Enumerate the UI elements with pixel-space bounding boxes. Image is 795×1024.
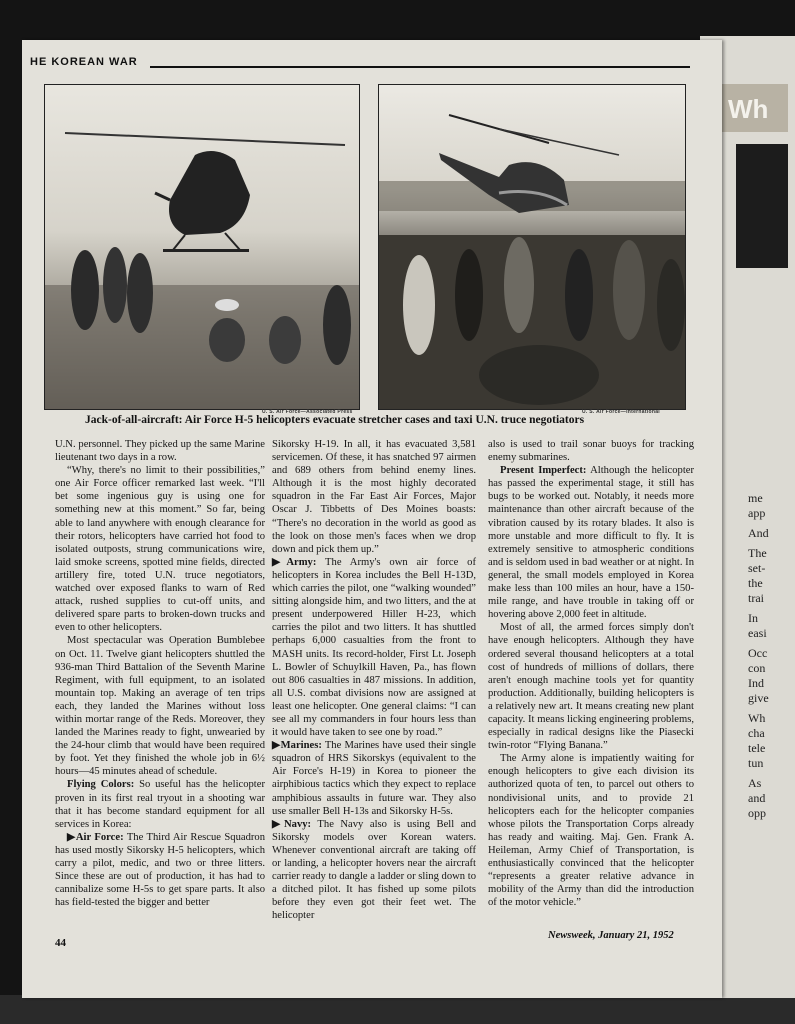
paragraph-text: The Marines have used their single squadron of HRS Sikorskys (equivalent to the Air Force's H-19) in Korea to pioneer the airphibious tactics which they expect to replace amphibious assaults in future war. They also use smaller Bell H-13s and Sikorsky H-5s.: [272, 740, 476, 817]
subhead-army: ▶Army:: [272, 556, 317, 568]
adjacent-page-text-fragment: con: [748, 661, 766, 675]
photo-credit-left: U. S. Air Force—Associated Press: [262, 409, 353, 415]
adjacent-page-text-fragment: Occ: [748, 646, 768, 660]
adjacent-page-text-fragment: trai: [748, 591, 764, 605]
paragraph: “Why, there's no limit to their possibilities,” one Air Force officer remarked last week. “I'll bet some ingenious guy is using one for something new at this moment.” So far, being able to land anywhere with enough clearance for their rotors, helicopters have carried hot food to isolated outposts, strung communications wire, laid smoke screens, spotted mine fields, directed artillery fire, toted U.N. truce negotiators, watched over exposed flanks to warn of Red attack, rushed supplies to cut-off units, and delivered spare parts to broken-down trucks and even to other helicopters.: [55, 465, 265, 634]
paragraph: [55, 831, 265, 910]
adjacent-page-text-fragment: the: [748, 576, 763, 590]
photo-helicopter-negotiators: [378, 84, 686, 410]
paragraph: [272, 818, 476, 923]
paragraph: U.N. personnel. They picked up the same Marine lieutenant two days in a row.: [55, 439, 265, 464]
adjacent-page-text-fragment: and: [748, 791, 766, 805]
adjacent-page-text-fragment: app: [748, 506, 766, 520]
photo-credit-right: U. S. Air Force—International: [582, 409, 660, 415]
ad-photo: [736, 144, 788, 268]
page-number: 44: [55, 937, 66, 949]
paragraph: [55, 778, 265, 830]
adjacent-page-text-fragment: give: [748, 691, 769, 705]
adjacent-page-text-fragment: tele: [748, 741, 766, 755]
publication-footer: Newsweek, January 21, 1952: [548, 930, 674, 941]
adjacent-page-text-fragment: The: [748, 546, 767, 560]
adjacent-page-text-fragment: opp: [748, 806, 766, 820]
article-column-2: [272, 438, 476, 922]
adjacent-page-text-fragment: Ind: [748, 676, 764, 690]
photo-helicopter-evacuation: [44, 84, 360, 410]
paragraph: [272, 739, 476, 818]
subhead-present-imperfect: Present Imperfect:: [500, 465, 587, 477]
paragraph-text: The Navy also is using Bell and Sikorsky models over Korean waters. Whenever conventional aircraft are taking off or landing, a helicopter hovers near the aircraft carrier ready to dangle a ladder or sling down to a ditched pilot. It has fished up some pilots before they even got their feet wet. The helicopter: [272, 818, 476, 922]
paragraph-text: The Third Air Rescue Squadron has used mostly Sikorsky H-5 helicopters, which carry a pilot, medic, and two or three litters. Since these are out of production, it has had to cannibalize some H-5s to get spare parts. It also has field-tested the bigger and better: [55, 831, 265, 909]
adjacent-page-text-fragment: cha: [748, 726, 765, 740]
header-rule: [150, 66, 690, 68]
paragraph: Sikorsky H-19. In all, it has evacuated 3,581 servicemen. Of these, it has snatched 97 airmen and 689 others from behind enemy lines. Although it is the most highly decorated squadron in the Far East Air Forces, Major Oscar J. Tibbetts of Des Moines boasts: “There's no decoration in the world as good as the look on those men's faces when we drop down and pick them up.”: [272, 439, 476, 555]
adjacent-page-text-fragment: Wh: [748, 711, 766, 725]
helicopter-evacuation-illustration: [45, 85, 359, 409]
adjacent-page-text-fragment: As: [748, 776, 762, 790]
article-column-3: [488, 438, 694, 909]
paragraph-text: So useful has the helicopter proven in its first real tryout in a shooting war that it has become standard equipment for all services in Korea:: [55, 779, 265, 830]
ad-title: Wh: [728, 94, 769, 124]
subhead-flying-colors: Flying Colors:: [67, 779, 135, 791]
adjacent-page-text-fragment: set-: [748, 561, 766, 575]
paragraph: Most spectacular was Operation Bumblebee on Oct. 11. Twelve giant helicopters shuttled the 936-man Third Battalion of the Seventh Marine Regiment, with full equipment, to an isolated mountain top. Making an average of ten trips each, they landed the Marines without loss within mortar range of the Reds. Moreover, they landed the Marines ready to fight, unwearied by the 24-hour climb that would have been required by foot. Yet they finished the whole job in 6½ hours—45 minutes ahead of schedule.: [55, 635, 265, 778]
photo-caption: Jack-of-all-aircraft: Air Force H-5 helicopters evacuate stretcher cases and taxi U.N. truce negotiators: [85, 414, 585, 426]
article-column-1: [55, 438, 265, 909]
scan-bottom-band: [0, 995, 795, 1024]
subhead-navy: ▶Navy:: [272, 818, 312, 830]
adjacent-page-text-fragment: easi: [748, 626, 767, 640]
paragraph: also is used to trail sonar buoys for tracking enemy submarines.: [488, 439, 694, 464]
paragraph-text: The Army's own air force of helicopters in Korea includes the Bell H-13D, which carries the pilot, one “walking wounded” sitting alongside him, and two litters, and the at present underpowered Hiller H-23, which carries the pilot and two litters. It has shuttled perhaps 6,000 casualties from the front to MASH units. Its record-holder, First Lt. Joseph L. Bowler of Schuylkill Haven, Pa., has flown out 806 casualties in 487 missions. In addition, all U.S. combat divisions now are assigned at least one helicopter. One general claims: “I can see all my commanders in four hours less than it would have taken to see one by road.”: [272, 556, 476, 739]
adjacent-page-text-fragment: And: [748, 526, 769, 540]
adjacent-page-text-fragment: tun: [748, 756, 764, 770]
adjacent-page-text-fragment: me: [748, 491, 763, 505]
paragraph-text: Although the helicopter has passed the experimental stage, it still has bugs to be worked out. Notably, it needs more maintenance than other aircraft because of the vibration caused by its rotary blades. It also is more unstable and more difficult to fly. It is extremely sensitive to atmospheric conditions and is seldom used in bad weather or at night. In general, the small models employed in Korea make less than 100 miles an hour, have a 150-mile range, and have trouble in taking off or hovering above 2,000 feet in altitude.: [488, 465, 694, 621]
paragraph: [488, 464, 694, 621]
adjacent-page-text-fragment: In: [748, 611, 758, 625]
subhead-air-force: ▶Air Force:: [67, 831, 124, 843]
section-header: HE KOREAN WAR: [30, 56, 138, 68]
helicopter-crowd-illustration: [379, 85, 685, 409]
paragraph: Most of all, the armed forces simply don't have enough helicopters. Although they have ordered several thousand helicopters at a total cost of hundreds of millions of dollars, there aren't enough machine tools yet for quantity production. Additionally, building helicopters is a relatively new art. It means creating new plant capacity. It means licking engineering problems, especially in radical designs like the Piasecki twin-rotor “Flying Banana.”: [488, 622, 694, 752]
paragraph: [272, 556, 476, 739]
subhead-marines: ▶Marines:: [272, 740, 322, 752]
paragraph: The Army alone is impatiently waiting for enough helicopters to give each division its authorized quota of ten, to parcel out others to nondivisional units, and to provide 21 helicopters each for the helicopter companies whose pilots the Transportation Corps already has ready and waiting. Maj. Gen. Frank A. Heileman, Army Chief of Transportation, is enthusiastically convinced that the helicopter “represents a greater relative advance in mobility of the Army than did the introduction of the motor vehicle.”: [488, 753, 694, 909]
